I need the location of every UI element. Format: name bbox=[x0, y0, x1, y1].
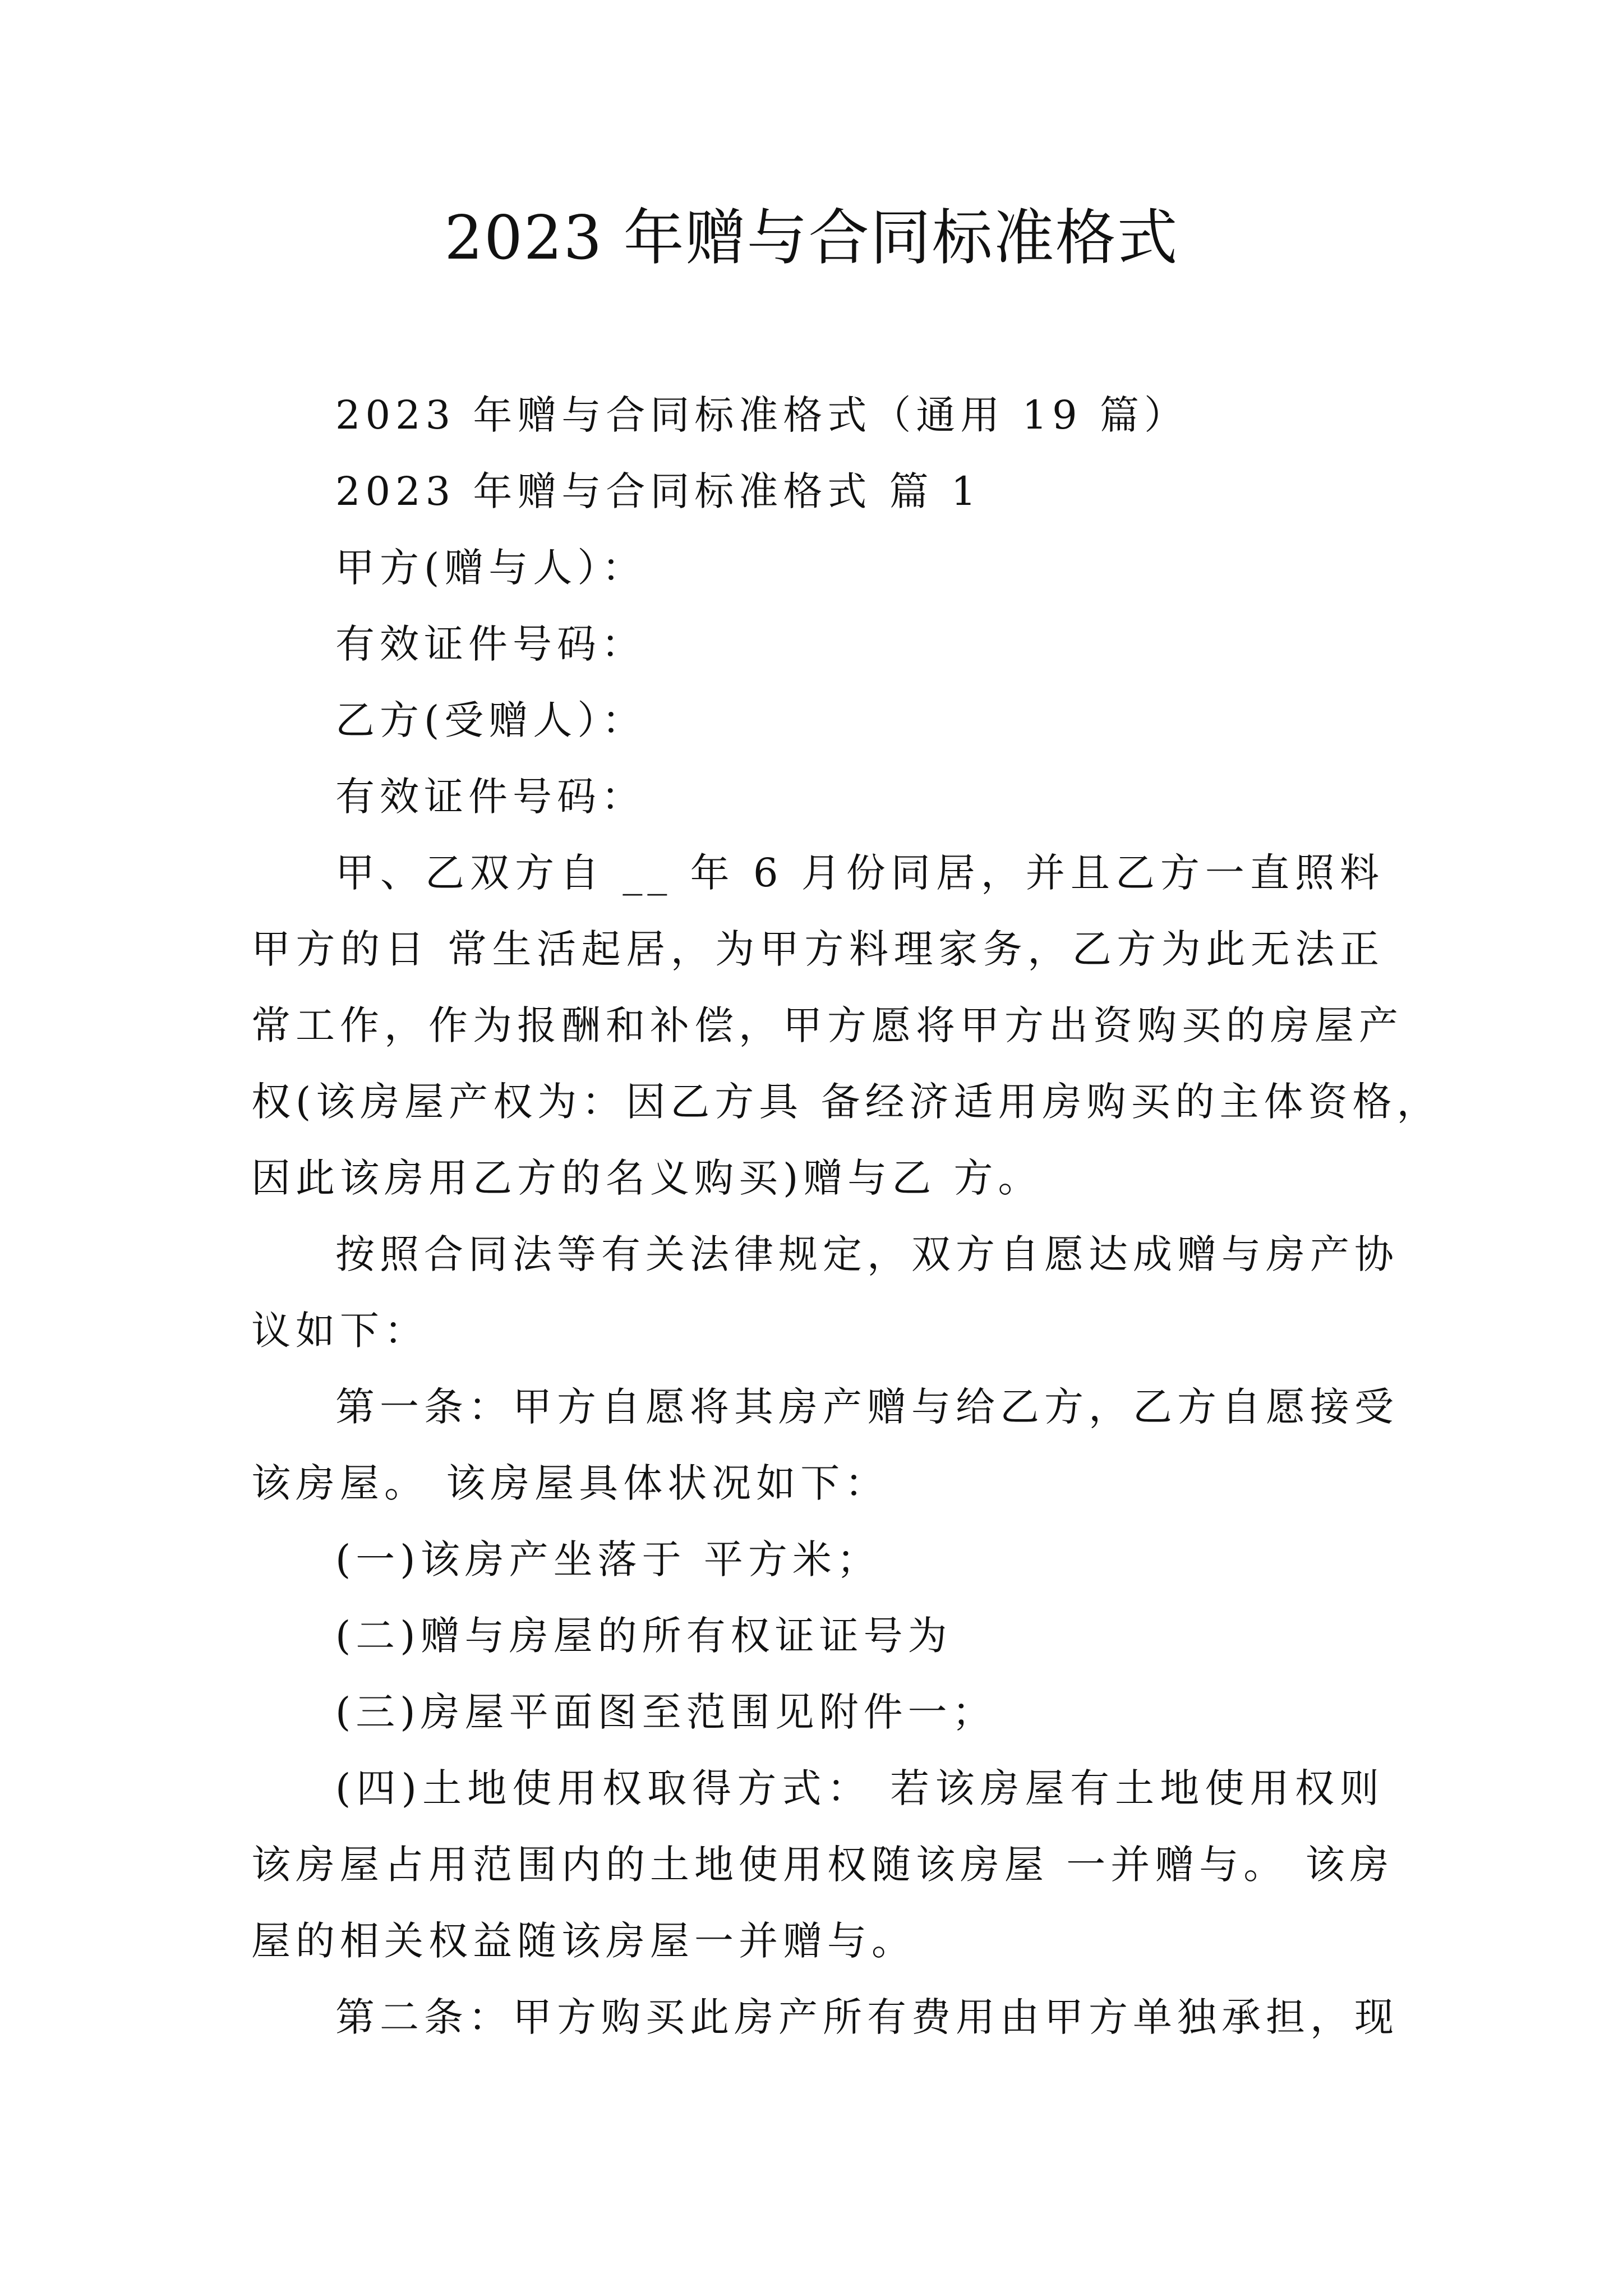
party-a-id-line: 有效证件号码： bbox=[335, 621, 645, 667]
list-item: (二)赠与房屋的所有权证证号为 bbox=[335, 1613, 952, 1659]
subtitle-line: 2023 年赠与合同标准格式（通用 19 篇） bbox=[335, 392, 1188, 438]
party-b-id-line: 有效证件号码： bbox=[335, 774, 645, 820]
list-item-continuation: 该房屋占用范围内的土地使用权随该房屋 一并赠与。 该房 bbox=[251, 1842, 1394, 1888]
document-title: 2023 年赠与合同标准格式 bbox=[444, 203, 1179, 273]
list-item-continuation: 屋的相关权益随该房屋一并赠与。 bbox=[251, 1918, 916, 1964]
party-a-line: 甲方(赠与人）： bbox=[335, 545, 647, 591]
article-line: 第二条：甲方购买此房产所有费用由甲方单独承担，现 bbox=[335, 1994, 1399, 2040]
paragraph-line: 常工作，作为报酬和补偿，甲方愿将甲方出资购买的房屋产 bbox=[251, 1002, 1403, 1048]
list-item: (四)土地使用权取得方式： 若该房屋有土地使用权则 bbox=[335, 1765, 1384, 1811]
party-b-line: 乙方(受赠人）： bbox=[335, 697, 647, 743]
paragraph-line: 甲方的日 常生活起居，为甲方料理家务，乙方为此无法正 bbox=[251, 926, 1384, 972]
section-heading: 2023 年赠与合同标准格式 篇 1 bbox=[335, 468, 981, 514]
list-item: (三)房屋平面图至范围见附件一； bbox=[335, 1689, 997, 1735]
article-line: 该房屋。 该房屋具体状况如下： bbox=[251, 1460, 889, 1506]
list-item: (一)该房产坐落于 平方米； bbox=[335, 1536, 881, 1582]
paragraph-line: 权(该房屋产权为：因乙方具 备经济适用房购买的主体资格， bbox=[251, 1079, 1441, 1125]
paragraph-line: 议如下： bbox=[251, 1308, 428, 1354]
paragraph-line: 因此该房用乙方的名义购买)赠与乙 方。 bbox=[251, 1155, 1043, 1201]
paragraph-line: 按照合同法等有关法律规定，双方自愿达成赠与房产协 bbox=[335, 1231, 1399, 1277]
paragraph-line: 甲、乙双方自 __ 年 6 月份同居，并且乙方一直照料 bbox=[335, 850, 1384, 896]
article-line: 第一条：甲方自愿将其房产赠与给乙方，乙方自愿接受 bbox=[335, 1384, 1399, 1430]
